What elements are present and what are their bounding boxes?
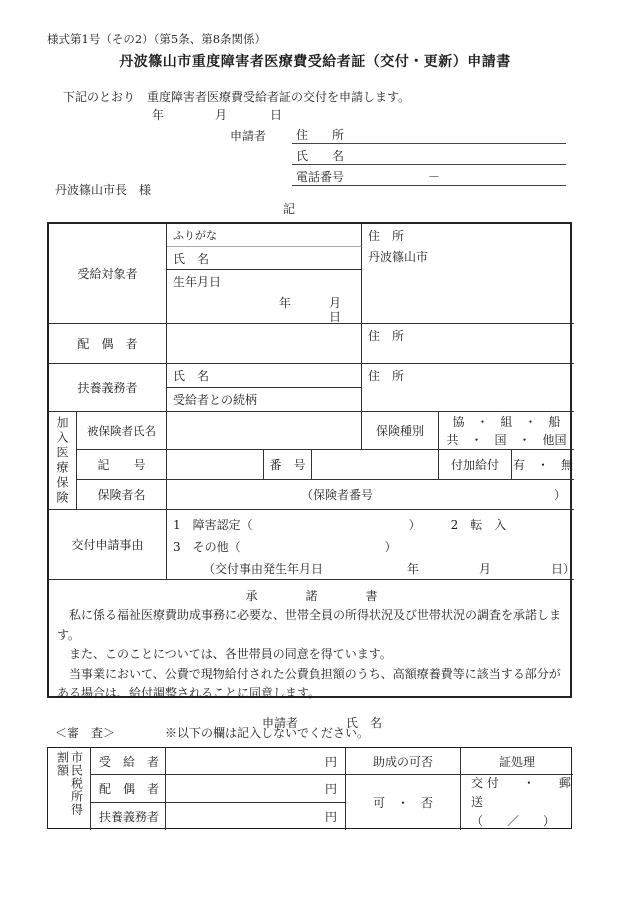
cert-options-line2: （ ／ ） [471, 814, 556, 828]
reason-line2: 3 その他（ ） [173, 540, 397, 554]
applicant-name-label: 氏 名 [296, 149, 345, 163]
tax-label-left: 割額 [55, 751, 70, 777]
insurance-type-label: 保険種別 [362, 412, 439, 450]
extra-benefit-options: 有 ・ 無 [512, 450, 574, 480]
symbol-label: 記 号 [77, 450, 167, 480]
applicant-name-field [292, 145, 566, 165]
addressee: 丹波篠山市長 様 [55, 183, 152, 197]
consent-title: 承 諾 書 [245, 589, 378, 603]
cert-options [461, 775, 573, 830]
insurance-type-options [439, 412, 574, 450]
applicant-phone-label: 電話番号 [296, 170, 345, 184]
consent-para3: 当事業において、公費で現物給付された公費負担額のうち、高額療養費等に該当する部分がある場合は、給付調整されることに同意します。 [57, 666, 561, 700]
review-spouse-amount: 円 [166, 775, 346, 803]
birth-year-label: 年 [279, 296, 292, 310]
recipient-birthdate-label: 生年月日 [173, 275, 222, 289]
spouse-address-label: 住 所 [362, 324, 574, 364]
municipal-tax-label [48, 748, 91, 830]
review-title: ＜審 査＞ [55, 726, 116, 740]
cert-header: 証処理 [461, 748, 573, 775]
insurer-number-close: ） [553, 488, 566, 502]
applicant-phone-field [292, 166, 566, 186]
review-dependent-label: 扶養義務者 [91, 803, 166, 830]
dependent-relation-label: 受給者との続柄 [167, 388, 362, 412]
insurer-name-label: 保険者名 [77, 480, 167, 510]
dependent-address-label: 住 所 [362, 364, 574, 412]
subsidy-options: 可 ・ 否 [346, 775, 461, 830]
consent-para1: 私に係る福祉医療費助成事務に必要な、世帯全員の所得状況及び世帯状況の調査を承諾します。 [57, 608, 562, 642]
recipient-address-value: 丹波篠山市 [368, 250, 429, 264]
recipient-address-cell [362, 224, 574, 324]
insurance-side-text: 加入医療保険 [55, 415, 69, 506]
dependent-name-label: 氏 名 [167, 364, 362, 388]
reason-content [167, 510, 574, 580]
recipient-name-label: 氏 名 [167, 247, 362, 270]
applicant-label: 申請者 [230, 129, 267, 143]
insurer-number-open: （保険者番号 [301, 488, 374, 502]
page-title: 丹波篠山市重度障害者医療費受給者証（交付・更新）申請書 [119, 54, 511, 70]
spouse-row-label: 配 偶 者 [49, 324, 167, 364]
subsidy-header: 助成の可否 [346, 748, 461, 775]
review-dependent-amount: 円 [166, 803, 346, 830]
extra-benefit-label: 付加給付 [439, 450, 512, 480]
reason-line1: 1 障害認定（ ） 2 転 入 [173, 518, 507, 532]
reason-row-label: 交付申請事由 [49, 510, 167, 580]
phone-dash: － [428, 170, 441, 184]
record-mark: 記 [283, 202, 296, 216]
main-table [47, 222, 576, 730]
date-year-label: 年 [152, 108, 165, 122]
review-table [47, 747, 572, 829]
number-blank [312, 450, 439, 480]
consent-section [49, 580, 574, 730]
tax-label-right: 市民税所得 [69, 751, 84, 816]
consent-para2: また、このことについては、各世帯員の同意を得ています。 [57, 647, 392, 661]
date-month-label: 月 [215, 108, 228, 122]
consent-signature-label: 申請者 氏 名 [262, 715, 383, 730]
applicant-address-field [292, 124, 566, 144]
recipient-address-label: 住 所 [368, 229, 405, 243]
reason-line3: （交付事由発生年月日 年 月 日） [173, 562, 576, 576]
insurance-type-options-line2: 共 ・ 国 ・ 他国 [446, 432, 567, 447]
review-note: ※以下の欄は記入しないでください。 [165, 726, 370, 740]
cert-options-line1: 交 付 ・ 郵 送 [471, 776, 571, 809]
symbol-blank [167, 450, 264, 480]
review-spouse-label: 配 偶 者 [91, 775, 166, 803]
birth-month-label: 月 [329, 296, 342, 310]
spouse-blank-cell [167, 324, 362, 364]
insured-name-blank [167, 412, 362, 450]
review-recipient-amount: 円 [166, 748, 346, 775]
insurance-side-label [49, 412, 77, 510]
insurance-type-options-line1: 協 ・ 組 ・ 船 [452, 414, 561, 429]
intro-text: 下記のとおり 重度障害者医療費受給者証の交付を申請します。 [63, 90, 411, 104]
date-day-label: 日 [270, 108, 283, 122]
form-number: 様式第1号（その2）（第5条、第8条関係） [47, 32, 267, 46]
birth-day-label: 日 [329, 310, 342, 324]
insurer-number-cell [167, 480, 574, 510]
recipient-birthdate-cell [167, 270, 362, 324]
number-label: 番 号 [264, 450, 312, 480]
review-recipient-label: 受 給 者 [91, 748, 166, 775]
dependent-row-label: 扶養義務者 [49, 364, 167, 412]
recipient-row-label: 受給対象者 [49, 224, 167, 324]
insured-name-label: 被保険者氏名 [77, 412, 167, 450]
recipient-furigana-label: ふりがな [167, 224, 362, 247]
applicant-address-label: 住 所 [296, 128, 345, 142]
